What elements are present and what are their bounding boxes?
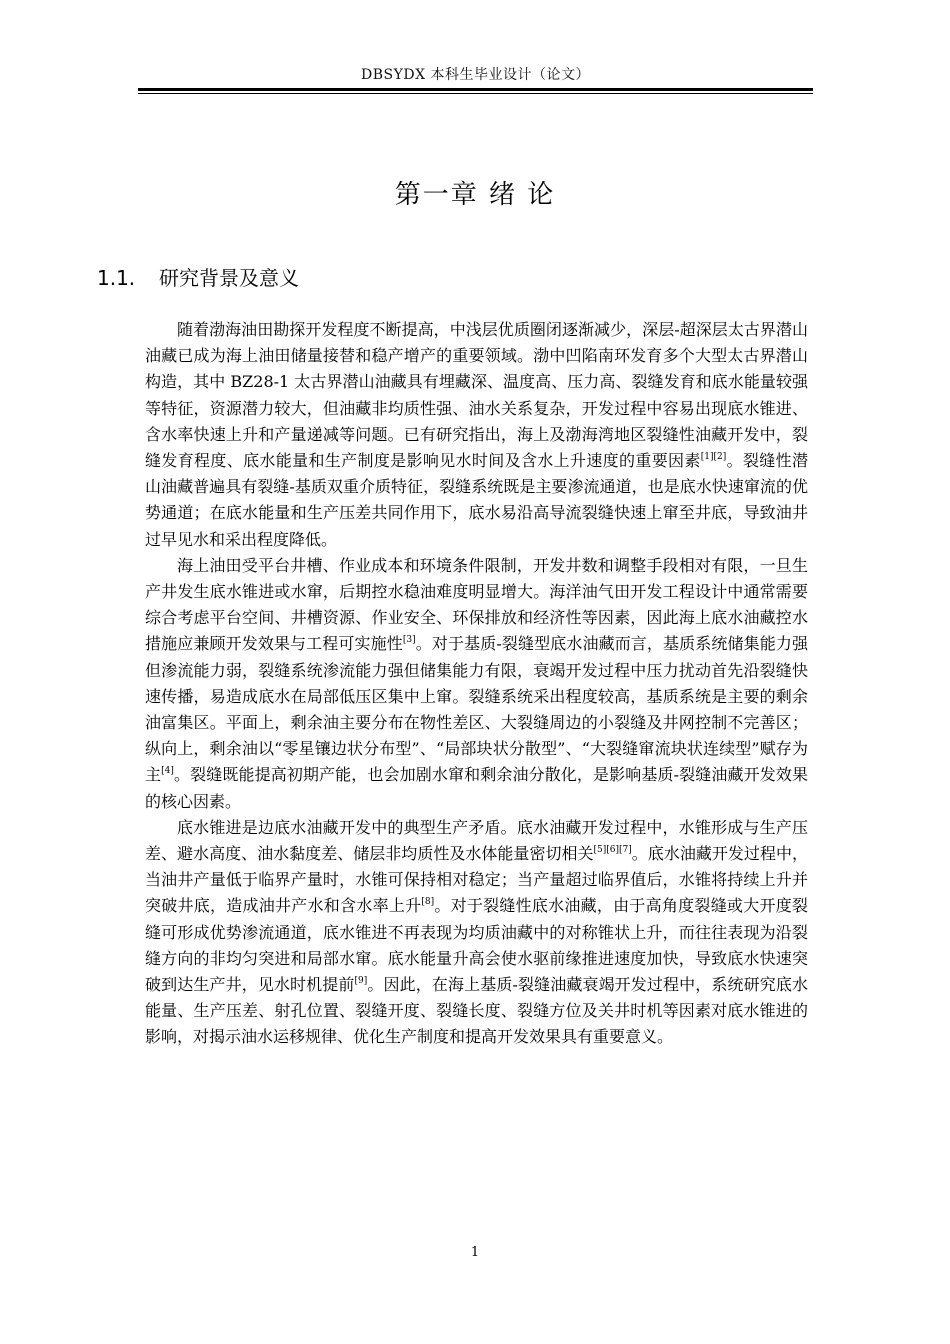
text-run: 。对于基质-裂缝型底水油藏而言，基质系统储集能力强但渗流能力弱，裂缝系统渗流能力强但储集能力有限，衰竭开发过程中压力扰动首先沿裂缝快速传播，易造成底水在局部低压区集中上窜。裂缝系统采出程度较高，基质系统是主要的剩余油富集区。平面上，剩余油主要分布在物性差区、大裂缝周边的小裂缝及井网控制不完善区；纵向上，剩余油以“零星镶边状分布型”、“局部块状分散型”、“大裂缝窜流块状连续型”赋存为主 bbox=[145, 634, 808, 785]
text-run: 海上油田受平台井槽、作业成本和环境条件限制，开发井数和调整手段相对有限，一旦生产井发生底水锥进或水窜，后期控水稳油难度明显增大。海洋油气田开发工程设计中通常需要综合考虑平台空间、井槽资源、作业安全、环保排放和经济性等因素，因此海上底水油藏控水措施应兼顾开发效果与工程可实施性 bbox=[145, 555, 808, 654]
chapter-title: 第一章 绪 论 bbox=[394, 180, 556, 210]
body-text bbox=[145, 317, 808, 1051]
paragraph bbox=[145, 553, 808, 815]
section-number: 1.1. bbox=[97, 266, 136, 290]
paragraph bbox=[145, 815, 808, 1051]
text-run: 底水锥进是边底水油藏开发中的典型生产矛盾。底水油藏开发过程中，水锥形成与生产压差、避水高度、油水黏度差、储层非均质性及水体能量密切相关 bbox=[145, 817, 808, 864]
section-title: 研究背景及意义 bbox=[159, 266, 299, 290]
citation: [8] bbox=[421, 897, 435, 908]
citation: [4] bbox=[161, 766, 174, 777]
text-run: 。裂缝性潜山油藏普遍具有裂缝-基质双重介质特征，裂缝系统既是主要渗流通道，也是底水快速窜流的优势通道；在底水能量和生产压差共同作用下，底水易沿高导流裂缝快速上窜至井底，导致油井过早见水和采出程度降低。 bbox=[145, 451, 808, 549]
citation: [5][6][7] bbox=[593, 845, 632, 856]
header-rule-thin bbox=[138, 93, 813, 94]
running-header: DBSYDX 本科生毕业设计（论文） bbox=[361, 67, 590, 83]
citation: [9] bbox=[354, 976, 368, 987]
citation: [3] bbox=[402, 635, 416, 646]
text-run: 。裂缝既能提高初期产能，也会加剧水窜和剩余油分散化，是影响基质-裂缝油藏开发效果的核心因素。 bbox=[145, 765, 808, 811]
header-rule-thick bbox=[138, 88, 813, 91]
page-number: 1 bbox=[470, 1245, 480, 1260]
citation: [1][2] bbox=[700, 452, 727, 463]
text-run: 。底水油藏开发过程中，当油井产量低于临界产量时，水锥可保持相对稳定；当产量超过临界值后，水锥将持续上升并突破井底，造成油井产水和含水率上升 bbox=[145, 844, 808, 916]
text-run: 。对于裂缝性底水油藏，由于高角度裂缝或大开度裂缝可形成优势渗流通道，底水锥进不再表现为均质油藏中的对称锥状上升，而往往表现为沿裂缝方向的非均匀突进和局部水窜。底水能量升高会使水驱前缘推进速度加快，导致底水快速突破到达生产井，见水时机提前 bbox=[145, 896, 808, 995]
text-run: 随着渤海油田勘探开发程度不断提高，中浅层优质圈闭逐渐减少，深层-超深层太古界潜山油藏已成为海上油田储量接替和稳产增产的重要领域。渤中凹陷南环发育多个大型太古界潜山构造，其中 BZ28-1 太古界潜山油藏具有埋藏深、温度高、压力高、裂缝发育和底水能量较强等特征，资源潜力较大，但油藏非均质性强、油水关系复杂，开发过程中容易出现底水锥进、含水率快速上升和产量递减等问题。已有研究指出，海上及渤海湾地区裂缝性油藏开发中，裂缝发育程度、底水能量和生产制度是影响见水时间及含水上升速度的重要因素 bbox=[145, 320, 808, 471]
paragraph bbox=[145, 317, 808, 553]
text-run: 。因此，在海上基质-裂缝油藏衰竭开发过程中，系统研究底水能量、生产压差、射孔位置、裂缝开度、裂缝长度、裂缝方位及关井时机等因素对底水锥进的影响，对揭示油水运移规律、优化生产制度和提高开发效果具有重要意义。 bbox=[145, 975, 808, 1047]
section-heading bbox=[97, 262, 299, 291]
